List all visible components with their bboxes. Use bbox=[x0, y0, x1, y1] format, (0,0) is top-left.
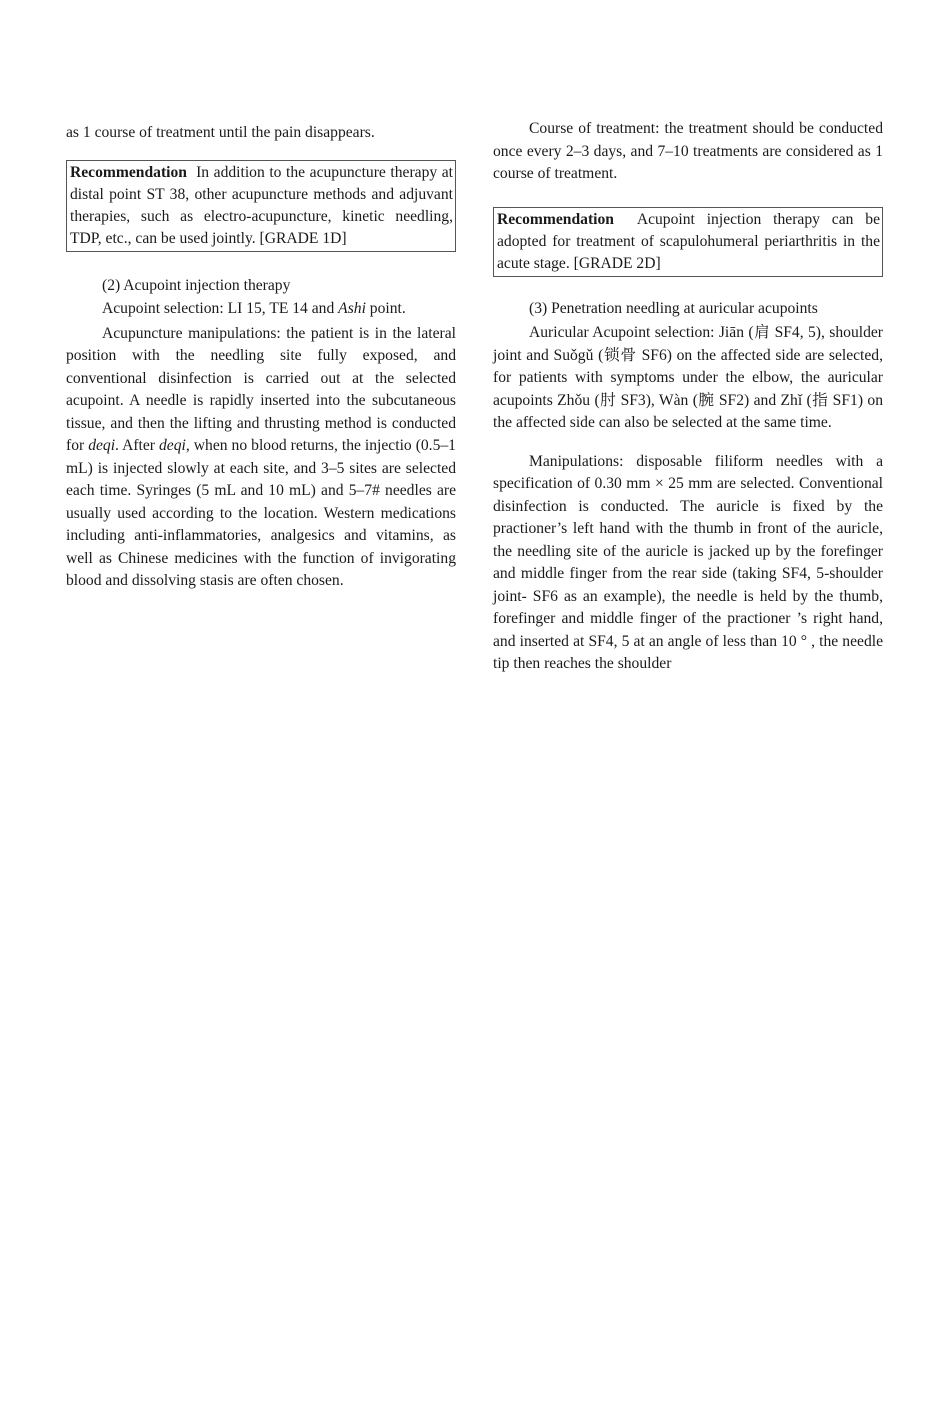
right-column bbox=[493, 118, 883, 676]
course-continuation-text: as 1 course of treatment until the pain disappears. bbox=[66, 124, 375, 141]
course-of-treatment-text: Course of treatment: the treatment should be conducted once every 2–3 days, and 7–10 treatments are considered as 1 course of treatment. bbox=[493, 120, 883, 182]
recommendation-text: Acupoint injection therapy can be adopted for treatment of scapulohumeral periarthritis in the acute stage. [GRADE 2D] bbox=[497, 210, 881, 272]
auricular-manipulations-text: Manipulations: disposable filiform needles with a specification of 0.30 mm × 25 mm are selected. Conventional disinfection is conducted. The auricle is fixed by the practioner’s left hand with the thumb in front of the auricle, the needling site of the auricle is jacked up by the forefinger and middle finger from the rear side (taking SF4, 5-shoulder joint- SF6 as an example), the needle is held by the thumb, forefinger and middle finger of the practioner ’s right hand, and inserted at SF4, 5 at an angle of less than 10 ° , the needle tip then reaches the shoulder bbox=[493, 452, 883, 672]
deqi-term: deqi bbox=[159, 437, 186, 454]
acupuncture-manipulations-text bbox=[66, 323, 456, 593]
manip-part-a: Acupuncture manipulations: the patient is in the lateral position with the needling site fully exposed, and conventional disinfection is carried out at the selected acupoint. A needle is rapidly inserted into the subcutaneous tissue, and then the lifting and thrusting method is conducted for bbox=[66, 324, 456, 454]
recommendation-label: Recommendation bbox=[497, 210, 614, 228]
section-heading-penetration-needling: (3) Penetration needling at auricular acupoints bbox=[529, 299, 818, 317]
ashi-term: Ashi bbox=[338, 300, 366, 317]
acupoint-selection-text bbox=[66, 298, 456, 321]
recommendation-box-1 bbox=[66, 160, 456, 252]
auricular-acupoint-selection-text: Auricular Acupoint selection: Jiān (肩 SF4, 5), shoulder joint and Suǒgǔ (锁骨 SF6) on the affected side are selected, for patients with symptoms under the elbow, the auricular acupoints Zhǒu (肘 SF3), Wàn (腕 SF2) and Zhǐ (指 SF1) on the affected side can also be selected at the same time. bbox=[493, 324, 883, 431]
acupoint-selection-suffix: point. bbox=[365, 300, 406, 317]
recommendation-text: In addition to the acupuncture therapy at distal point ST 38, other acupuncture methods and adjuvant therapies, such as electro-acupuncture, kinetic needling, TDP, etc., can be used jointly. [GRADE 1D] bbox=[70, 163, 453, 247]
deqi-term: deqi bbox=[88, 437, 116, 454]
acupoint-selection-prefix: Acupoint selection: LI 15, TE 14 and bbox=[102, 300, 339, 317]
section-heading-acupoint-injection: (2) Acupoint injection therapy bbox=[102, 276, 291, 294]
left-column bbox=[66, 118, 456, 593]
manip-part-c: , when no blood returns, the injectio (0.5–1 mL) is injected slowly at each site, and 3–5 sites are selected each time. Syringes (5 mL and 10 mL) and 5–7# needles are usually used according to the location. Western medications including anti-inflammatories, analgesics and vitamins, as well as Chinese medicines with the function of invigorating blood and dissolving stasis are often chosen. bbox=[66, 437, 456, 589]
manip-part-b: . After bbox=[115, 437, 159, 454]
recommendation-box-2 bbox=[493, 207, 883, 277]
recommendation-label: Recommendation bbox=[70, 163, 187, 181]
